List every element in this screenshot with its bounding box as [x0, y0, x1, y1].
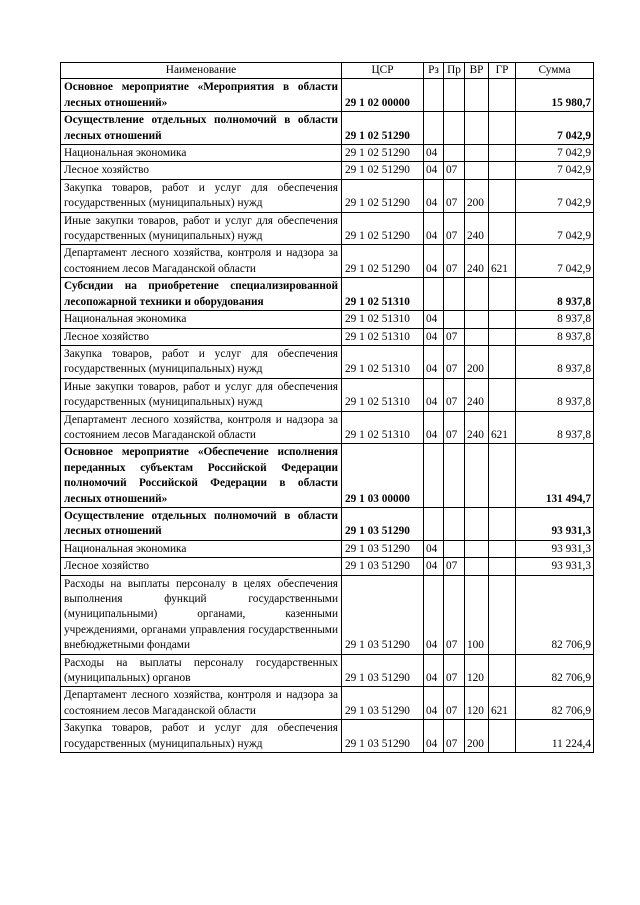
cell-name: Иные закупки товаров, работ и услуг для обеспечения государственных (муниципальных) нужд [61, 378, 342, 411]
cell-vr: 240 [465, 378, 489, 411]
cell-pr: 07 [444, 179, 465, 212]
cell-vr: 120 [465, 687, 489, 720]
table-row [61, 79, 594, 112]
table-row [61, 654, 594, 687]
cell-gr [489, 378, 516, 411]
cell-sum: 82 706,9 [516, 654, 594, 687]
cell-name: Осуществление отдельных полномочий в области лесных отношений [61, 112, 342, 145]
table-row [61, 411, 594, 444]
cell-pr [444, 145, 465, 162]
cell-gr: 621 [489, 687, 516, 720]
cell-gr [489, 507, 516, 540]
cell-vr: 240 [465, 212, 489, 245]
cell-pr [444, 540, 465, 557]
cell-sum: 93 931,3 [516, 558, 594, 575]
cell-gr [489, 311, 516, 328]
cell-sum: 11 224,4 [516, 720, 594, 753]
cell-sum: 8 937,8 [516, 328, 594, 345]
cell-csr: 29 1 02 51290 [342, 179, 424, 212]
header-rz: Рз [424, 63, 444, 79]
cell-rz: 04 [424, 540, 444, 557]
cell-csr: 29 1 02 51290 [342, 162, 424, 179]
cell-gr [489, 212, 516, 245]
cell-name: Департамент лесного хозяйства, контроля и надзора за состоянием лесов Магаданской области [61, 245, 342, 278]
cell-gr [489, 654, 516, 687]
cell-name: Национальная экономика [61, 145, 342, 162]
cell-csr: 29 1 02 51310 [342, 328, 424, 345]
cell-csr: 29 1 02 51310 [342, 311, 424, 328]
table-row [61, 245, 594, 278]
cell-rz: 04 [424, 687, 444, 720]
cell-gr [489, 145, 516, 162]
cell-gr [489, 162, 516, 179]
header-sum: Сумма [516, 63, 594, 79]
cell-name: Лесное хозяйство [61, 558, 342, 575]
cell-sum: 7 042,9 [516, 212, 594, 245]
cell-pr: 07 [444, 720, 465, 753]
cell-rz: 04 [424, 720, 444, 753]
cell-pr [444, 311, 465, 328]
cell-rz [424, 278, 444, 311]
cell-rz: 04 [424, 145, 444, 162]
cell-rz: 04 [424, 212, 444, 245]
cell-vr [465, 558, 489, 575]
table-row [61, 345, 594, 378]
cell-sum: 93 931,3 [516, 507, 594, 540]
cell-sum: 7 042,9 [516, 162, 594, 179]
cell-rz: 04 [424, 654, 444, 687]
cell-name: Лесное хозяйство [61, 328, 342, 345]
cell-sum: 8 937,8 [516, 411, 594, 444]
cell-gr [489, 345, 516, 378]
cell-name: Департамент лесного хозяйства, контроля и надзора за состоянием лесов Магаданской области [61, 411, 342, 444]
cell-csr: 29 1 03 51290 [342, 507, 424, 540]
cell-csr: 29 1 02 51310 [342, 345, 424, 378]
cell-gr [489, 720, 516, 753]
cell-vr: 200 [465, 179, 489, 212]
cell-name: Расходы на выплаты персоналу в целях обеспечения выполнения функций государственными (муниципальными) органами, казенными учреждениями, органами управления государственными внебюджетными фондами [61, 575, 342, 654]
cell-sum: 7 042,9 [516, 179, 594, 212]
cell-gr [489, 328, 516, 345]
cell-name: Осуществление отдельных полномочий в области лесных отношений [61, 507, 342, 540]
cell-gr [489, 278, 516, 311]
cell-sum: 8 937,8 [516, 378, 594, 411]
cell-csr: 29 1 03 51290 [342, 720, 424, 753]
cell-gr [489, 575, 516, 654]
cell-rz [424, 444, 444, 508]
table-body [61, 79, 594, 753]
table-row [61, 162, 594, 179]
cell-csr: 29 1 02 51290 [342, 245, 424, 278]
cell-gr [489, 540, 516, 557]
cell-name: Субсидии на приобретение специализированной лесопожарной техники и оборудования [61, 278, 342, 311]
cell-gr [489, 444, 516, 508]
cell-pr [444, 444, 465, 508]
cell-vr [465, 444, 489, 508]
cell-gr: 621 [489, 245, 516, 278]
cell-name: Основное мероприятие «Обеспечение исполнения переданных субъектам Российской Федерации полномочий Российской Федерации в области лесных отношений» [61, 444, 342, 508]
table-row [61, 444, 594, 508]
cell-vr [465, 112, 489, 145]
cell-vr [465, 507, 489, 540]
cell-sum: 131 494,7 [516, 444, 594, 508]
cell-gr: 621 [489, 411, 516, 444]
cell-pr: 07 [444, 687, 465, 720]
cell-vr: 240 [465, 245, 489, 278]
header-csr: ЦСР [342, 63, 424, 79]
cell-csr: 29 1 03 51290 [342, 654, 424, 687]
table-row [61, 540, 594, 557]
budget-table [60, 62, 594, 753]
cell-csr: 29 1 02 51310 [342, 378, 424, 411]
table-row [61, 720, 594, 753]
cell-pr: 07 [444, 328, 465, 345]
cell-rz: 04 [424, 558, 444, 575]
cell-csr: 29 1 03 51290 [342, 558, 424, 575]
cell-sum: 82 706,9 [516, 575, 594, 654]
table-row [61, 507, 594, 540]
cell-sum: 8 937,8 [516, 278, 594, 311]
header-gr: ГР [489, 63, 516, 79]
cell-pr [444, 79, 465, 112]
cell-pr: 07 [444, 378, 465, 411]
header-row [61, 63, 594, 79]
cell-csr: 29 1 03 51290 [342, 687, 424, 720]
cell-name: Департамент лесного хозяйства, контроля и надзора за состоянием лесов Магаданской области [61, 687, 342, 720]
cell-pr [444, 507, 465, 540]
cell-vr [465, 311, 489, 328]
cell-sum: 15 980,7 [516, 79, 594, 112]
cell-rz: 04 [424, 411, 444, 444]
cell-name: Основное мероприятие «Мероприятия в области лесных отношений» [61, 79, 342, 112]
cell-vr: 240 [465, 411, 489, 444]
table-row [61, 575, 594, 654]
cell-vr [465, 278, 489, 311]
cell-rz: 04 [424, 311, 444, 328]
cell-csr: 29 1 02 51290 [342, 112, 424, 145]
cell-rz: 04 [424, 345, 444, 378]
cell-sum: 82 706,9 [516, 687, 594, 720]
cell-rz: 04 [424, 575, 444, 654]
cell-csr: 29 1 03 51290 [342, 540, 424, 557]
cell-csr: 29 1 03 51290 [342, 575, 424, 654]
table-row [61, 558, 594, 575]
cell-vr: 120 [465, 654, 489, 687]
cell-pr: 07 [444, 558, 465, 575]
table-row [61, 687, 594, 720]
header-name: Наименование [61, 63, 342, 79]
cell-sum: 93 931,3 [516, 540, 594, 557]
table-row [61, 328, 594, 345]
cell-name: Закупка товаров, работ и услуг для обеспечения государственных (муниципальных) нужд [61, 179, 342, 212]
cell-name: Иные закупки товаров, работ и услуг для обеспечения государственных (муниципальных) нужд [61, 212, 342, 245]
header-vr: ВР [465, 63, 489, 79]
cell-vr: 100 [465, 575, 489, 654]
cell-sum: 7 042,9 [516, 145, 594, 162]
cell-rz [424, 112, 444, 145]
cell-pr: 07 [444, 162, 465, 179]
cell-csr: 29 1 03 00000 [342, 444, 424, 508]
header-pr: Пр [444, 63, 465, 79]
cell-vr [465, 79, 489, 112]
cell-pr: 07 [444, 575, 465, 654]
cell-pr: 07 [444, 212, 465, 245]
cell-vr: 200 [465, 720, 489, 753]
cell-rz [424, 507, 444, 540]
cell-vr: 200 [465, 345, 489, 378]
cell-pr: 07 [444, 654, 465, 687]
table-row [61, 378, 594, 411]
cell-csr: 29 1 02 51290 [342, 145, 424, 162]
table-row [61, 112, 594, 145]
cell-sum: 7 042,9 [516, 112, 594, 145]
cell-sum: 8 937,8 [516, 345, 594, 378]
cell-rz: 04 [424, 245, 444, 278]
cell-pr: 07 [444, 245, 465, 278]
cell-gr [489, 179, 516, 212]
cell-vr [465, 145, 489, 162]
cell-name: Расходы на выплаты персоналу государственных (муниципальных) органов [61, 654, 342, 687]
table-header [61, 63, 594, 79]
cell-rz: 04 [424, 378, 444, 411]
cell-csr: 29 1 02 51310 [342, 278, 424, 311]
cell-gr [489, 558, 516, 575]
cell-pr [444, 112, 465, 145]
cell-rz: 04 [424, 162, 444, 179]
cell-vr [465, 328, 489, 345]
cell-csr: 29 1 02 51310 [342, 411, 424, 444]
cell-gr [489, 112, 516, 145]
table-row [61, 179, 594, 212]
table-row [61, 145, 594, 162]
document-page [60, 62, 593, 753]
cell-rz: 04 [424, 179, 444, 212]
cell-gr [489, 79, 516, 112]
cell-sum: 8 937,8 [516, 311, 594, 328]
table-row [61, 278, 594, 311]
cell-sum: 7 042,9 [516, 245, 594, 278]
cell-rz [424, 79, 444, 112]
cell-vr [465, 162, 489, 179]
cell-name: Закупка товаров, работ и услуг для обеспечения государственных (муниципальных) нужд [61, 720, 342, 753]
cell-rz: 04 [424, 328, 444, 345]
cell-vr [465, 540, 489, 557]
table-row [61, 212, 594, 245]
cell-pr [444, 278, 465, 311]
cell-name: Закупка товаров, работ и услуг для обеспечения государственных (муниципальных) нужд [61, 345, 342, 378]
cell-name: Национальная экономика [61, 540, 342, 557]
cell-csr: 29 1 02 00000 [342, 79, 424, 112]
cell-name: Национальная экономика [61, 311, 342, 328]
cell-csr: 29 1 02 51290 [342, 212, 424, 245]
cell-pr: 07 [444, 345, 465, 378]
table-row [61, 311, 594, 328]
cell-name: Лесное хозяйство [61, 162, 342, 179]
cell-pr: 07 [444, 411, 465, 444]
